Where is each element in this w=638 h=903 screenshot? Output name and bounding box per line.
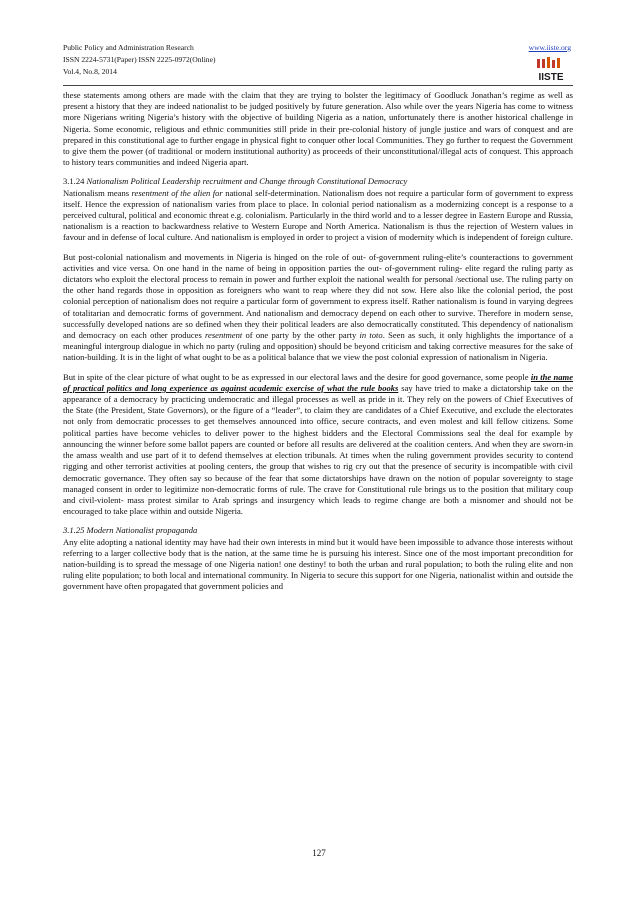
section-3-1-24 [63,176,573,243]
page-header [63,42,573,82]
section-3-1-25 [63,525,573,592]
section-number: 3.1.24 [63,176,85,187]
paragraph-3-part-e: . Seen as such, it only highlights the importance of a meaningful intergroup dialogue in which no party (ruling and opposition) should be beyond criticism and taking corrective measures for the sake of nation-building. It is in the light of what ought to be as a political balance that we view the post colonial expression of nationalism in Nigeria. [63,330,573,363]
page-number: 127 [312,848,326,858]
paragraph-3 [63,252,573,364]
volume-line: Vol.4, No.8, 2014 [63,67,117,76]
paragraph-3-part-c: of one party by the other party [245,330,357,341]
paragraph-2-part-a: Nationalism means [63,187,130,198]
paragraph-4-emphasis: in the name of practical politics and long experience as against academic exercise of what the rule books [63,371,574,393]
iiste-logo-icon [531,57,571,83]
article-body [63,90,573,601]
logo-text: IISTE [538,72,564,83]
paragraph-1: these statements among others are made with the claim that they are trying to bolster the legitimacy of Goodluck Jonathan’s regime as well as present a history that they are indeed nationalist to be judged positively by future generation. Also while over the years Nigeria has come to witness more Nigerians writing Nigeria’s history with the objective of building Nigeria as a nation, unfortunately there is another historical challenge in Nigeria. Some economic, religious and ethnic communities still pride in their pre-colonial history of jungle justice and wars of conquest and are prepared in this constitutional age to further engage in physical fight to conquer other local Communities. They go further to request the Government to give them the power (of traditional or modern institutional authority) as proceeds of their unconstitutional/illegal acts of conquest. This approach to history tears communities and indeed Nigeria apart. [63,90,573,168]
journal-title: Public Policy and Administration Research [63,43,194,52]
issn-line: ISSN 2224-5731(Paper) ISSN 2225-0972(Online) [63,55,216,64]
journal-website-link[interactable]: www.iiste.org [528,43,571,52]
paragraph-4-part-c: say have tried to make a dictatorship take on the appearance of a democracy by practicing undemocratic and illegal processes as well as pride in it. They rely on the powers of Chief Executives of the State (the President, State Governors), or the figure of a “leader”, to claim they are candidates of a Chief Executive, and exclude the electorates not only from democratic processes to get themselves announced into office, secure contracts, and even molest and kill fellow citizens. Some political parties have become vehicles to deliver power to the highest bidders and the Electoral Commissions seal the deal for example by announcing the winner before some ballot papers are counted or before all results are delivered at the coalition centers. And when they are sworn-in the amass wealth and use part of it to defend themselves at election tribunals. At times when the ruling government provides security to contend rigging and other terrorist activities at pooling centers, the group that wishes to rig cry out that the presence of security is incompatible with civil democratic governance. They often say so because of the fear that some dictatorships have drawn on the notion of popular sovereignty to stage managed consent in order to legitimize non-democratic forms of rule. The crave for Constitutional rule brings us to the position that military coup and civil-violent- mass protest similar to Arab springs and insurgency which leads to regime change are both a misnomer and should not be encouraged to take place within and outside Nigeria. [63,382,573,517]
paragraph-3-part-a: But post-colonial nationalism and movements in Nigeria is hinged on the role of out- of-government ruling-elite’s counteractions to government activities and vice versa. On one hand in the name of being in opposition parties the out- of-government ruling- elite regard the ruling party as dictators who exploit the electoral process to remain in power and further exploit the national wealth for personal /sectional use. The ruling party on the other hand regards those in opposition as foreigners who want to reap where they did not sow. Here also like the colonial period, the post colonial perception of nationalism does not require a particular form of government to express itself. Rather nationalism is found in varying degrees of totalitarian and democratic forms of government. And nationalism and democracy depend on each other to survive. Therefore in modern sense, successfully developed nations are so defined when they their political leaders are also democratically constituted. This dependency of nationalism and democracy on each other produces [63,251,573,341]
header-divider [63,85,573,86]
paragraph-4-part-a: But in spite of the clear picture of what ought to be as expressed in our electoral laws and the desire for good governance, some people [63,371,529,382]
section-heading: Nationalism Political Leadership recruitment and Change through Constitutional Democracy [86,176,408,187]
paragraph-2-part-c: national self-determination. Nationalism does not require a particular form of government to express itself. Hence the expression of nationalism varies from place to place. In colonial period nationalism as a modernizing concept is a response to a perceived cultural, political and economic threat e.g. colonialism. Particularly in the third world and to a lesser degree in Eastern Europe and Russia, nationalism is a reaction to backwardness relative to Western Europe and North America. Nationalism is thus the rejection of Western values in favour and in defense of local culture. And nationalism is employed in order to project a vision of modernity which is independent of foreign culture. [63,187,573,243]
paragraph-5: Any elite adopting a national identity may have had their own interests in mind but it would have been impossible to advance those interests without referring to a larger collective body that is the nation, at the same time he is pursuing his interest. Since one of the most important precondition for nation-building is to spread the message of one Nigeria nation! one destiny! to both the urban and rural population; to both the ruling elite and non ruling elite population; to both local and international community. In Nigeria to secure this support for one Nigeria, nationalist within and outside the government have often propagated that government policies and [63,536,573,592]
paragraph-2-emphasis: resentment of the alien for [131,187,223,198]
paragraph-3-emphasis-resentment: resentment [205,330,243,341]
section-heading-3-1-25: 3.1.25 Modern Nationalist propaganda [63,525,198,536]
paragraph-3-emphasis-in-toto: in toto [359,330,383,341]
paragraph-4 [63,372,573,518]
